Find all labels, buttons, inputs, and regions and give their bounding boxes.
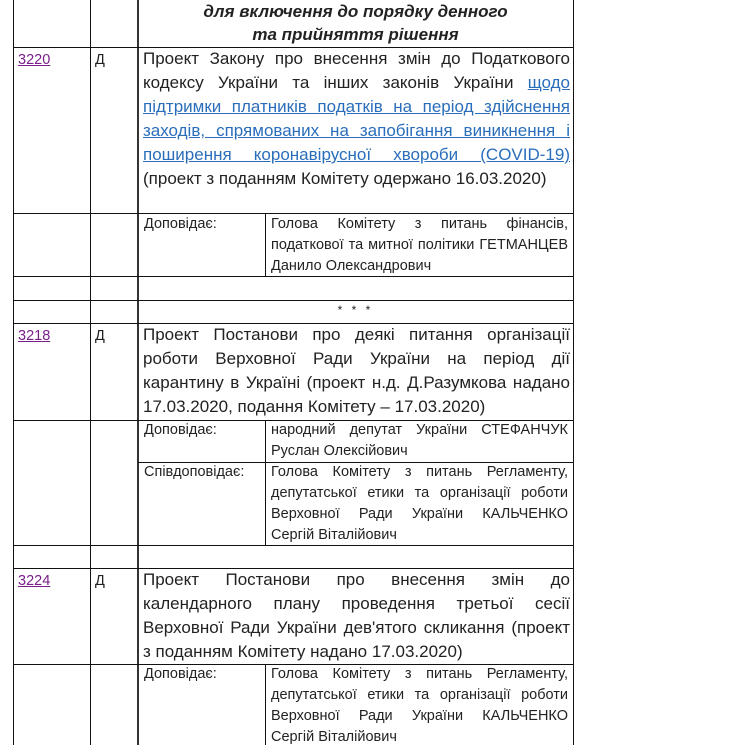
item-description: Проект Постанови про деякі питання організації роботи Верховної Ради України на період дії карантину в Україні (проект н.д. Д.Разумкова надано 17.03.2020, подання Комітету – 17.03.2020) — [143, 325, 570, 416]
item-type: Д — [95, 328, 105, 344]
co-speaker-person: Голова Комітету з питань Регламенту, депутатської етики та організації роботи Верховної Ради України КАЛЬЧЕНКО Сергій Віталійович — [271, 464, 568, 543]
speaker-person: Голова Комітету з питань фінансів, податкової та митної політики ГЕТМАНЦЕВ Данило Олександрович — [271, 216, 568, 274]
item-type: Д — [95, 573, 105, 589]
speaker-divider-2 — [265, 420, 266, 545]
item-type: Д — [95, 52, 105, 68]
table-border-left — [13, 0, 14, 745]
speaker-role: Доповідає: — [144, 216, 217, 232]
column-divider-number — [90, 0, 91, 745]
section-heading-line-2: та прийняття рішення — [252, 25, 459, 44]
speaker-divider-3 — [265, 664, 266, 745]
item-description-status: (проект з поданням Комітету одержано 16.03.2020) — [143, 169, 547, 188]
column-divider-type — [137, 0, 139, 745]
speaker-role: Доповідає: — [144, 666, 217, 682]
item-description: Проект Постанови про внесення змін до календарного плану проведення третьої сесії Верховної Ради України дев'ятого скликання (проект з поданням Комітету надано 17.03.2020) — [143, 570, 570, 661]
bill-title-link[interactable]: щодо підтримки платників податків на період здійснення заходів, спрямованих на запобігання виникнення і поширення коронавірусної хвороби (COVID-19) — [143, 73, 570, 164]
section-separator: * * * — [337, 303, 374, 317]
bill-number-link-3224[interactable]: 3224 — [18, 573, 51, 589]
item-description — [143, 47, 570, 191]
section-heading — [138, 0, 573, 46]
bill-number-link-3218[interactable]: 3218 — [18, 328, 51, 344]
section-heading-line-1: для включення до порядку денного — [203, 2, 508, 21]
table-border-right — [573, 0, 574, 745]
speaker-role: Доповідає: — [144, 422, 217, 438]
speaker-divider-1 — [265, 213, 266, 276]
co-speaker-role: Співдоповідає: — [144, 464, 245, 480]
speaker-person: Голова Комітету з питань Регламенту, депутатської етики та організації роботи Верховної Ради України КАЛЬЧЕНКО Сергій Віталійович — [271, 666, 568, 745]
speaker-person: народний депутат України СТЕФАНЧУК Руслан Олексійович — [271, 422, 568, 459]
bill-number-link-3220[interactable]: 3220 — [18, 52, 51, 68]
item-description-text: Проект Закону про внесення змін до Податкового кодексу України та інших законів України — [143, 49, 570, 92]
